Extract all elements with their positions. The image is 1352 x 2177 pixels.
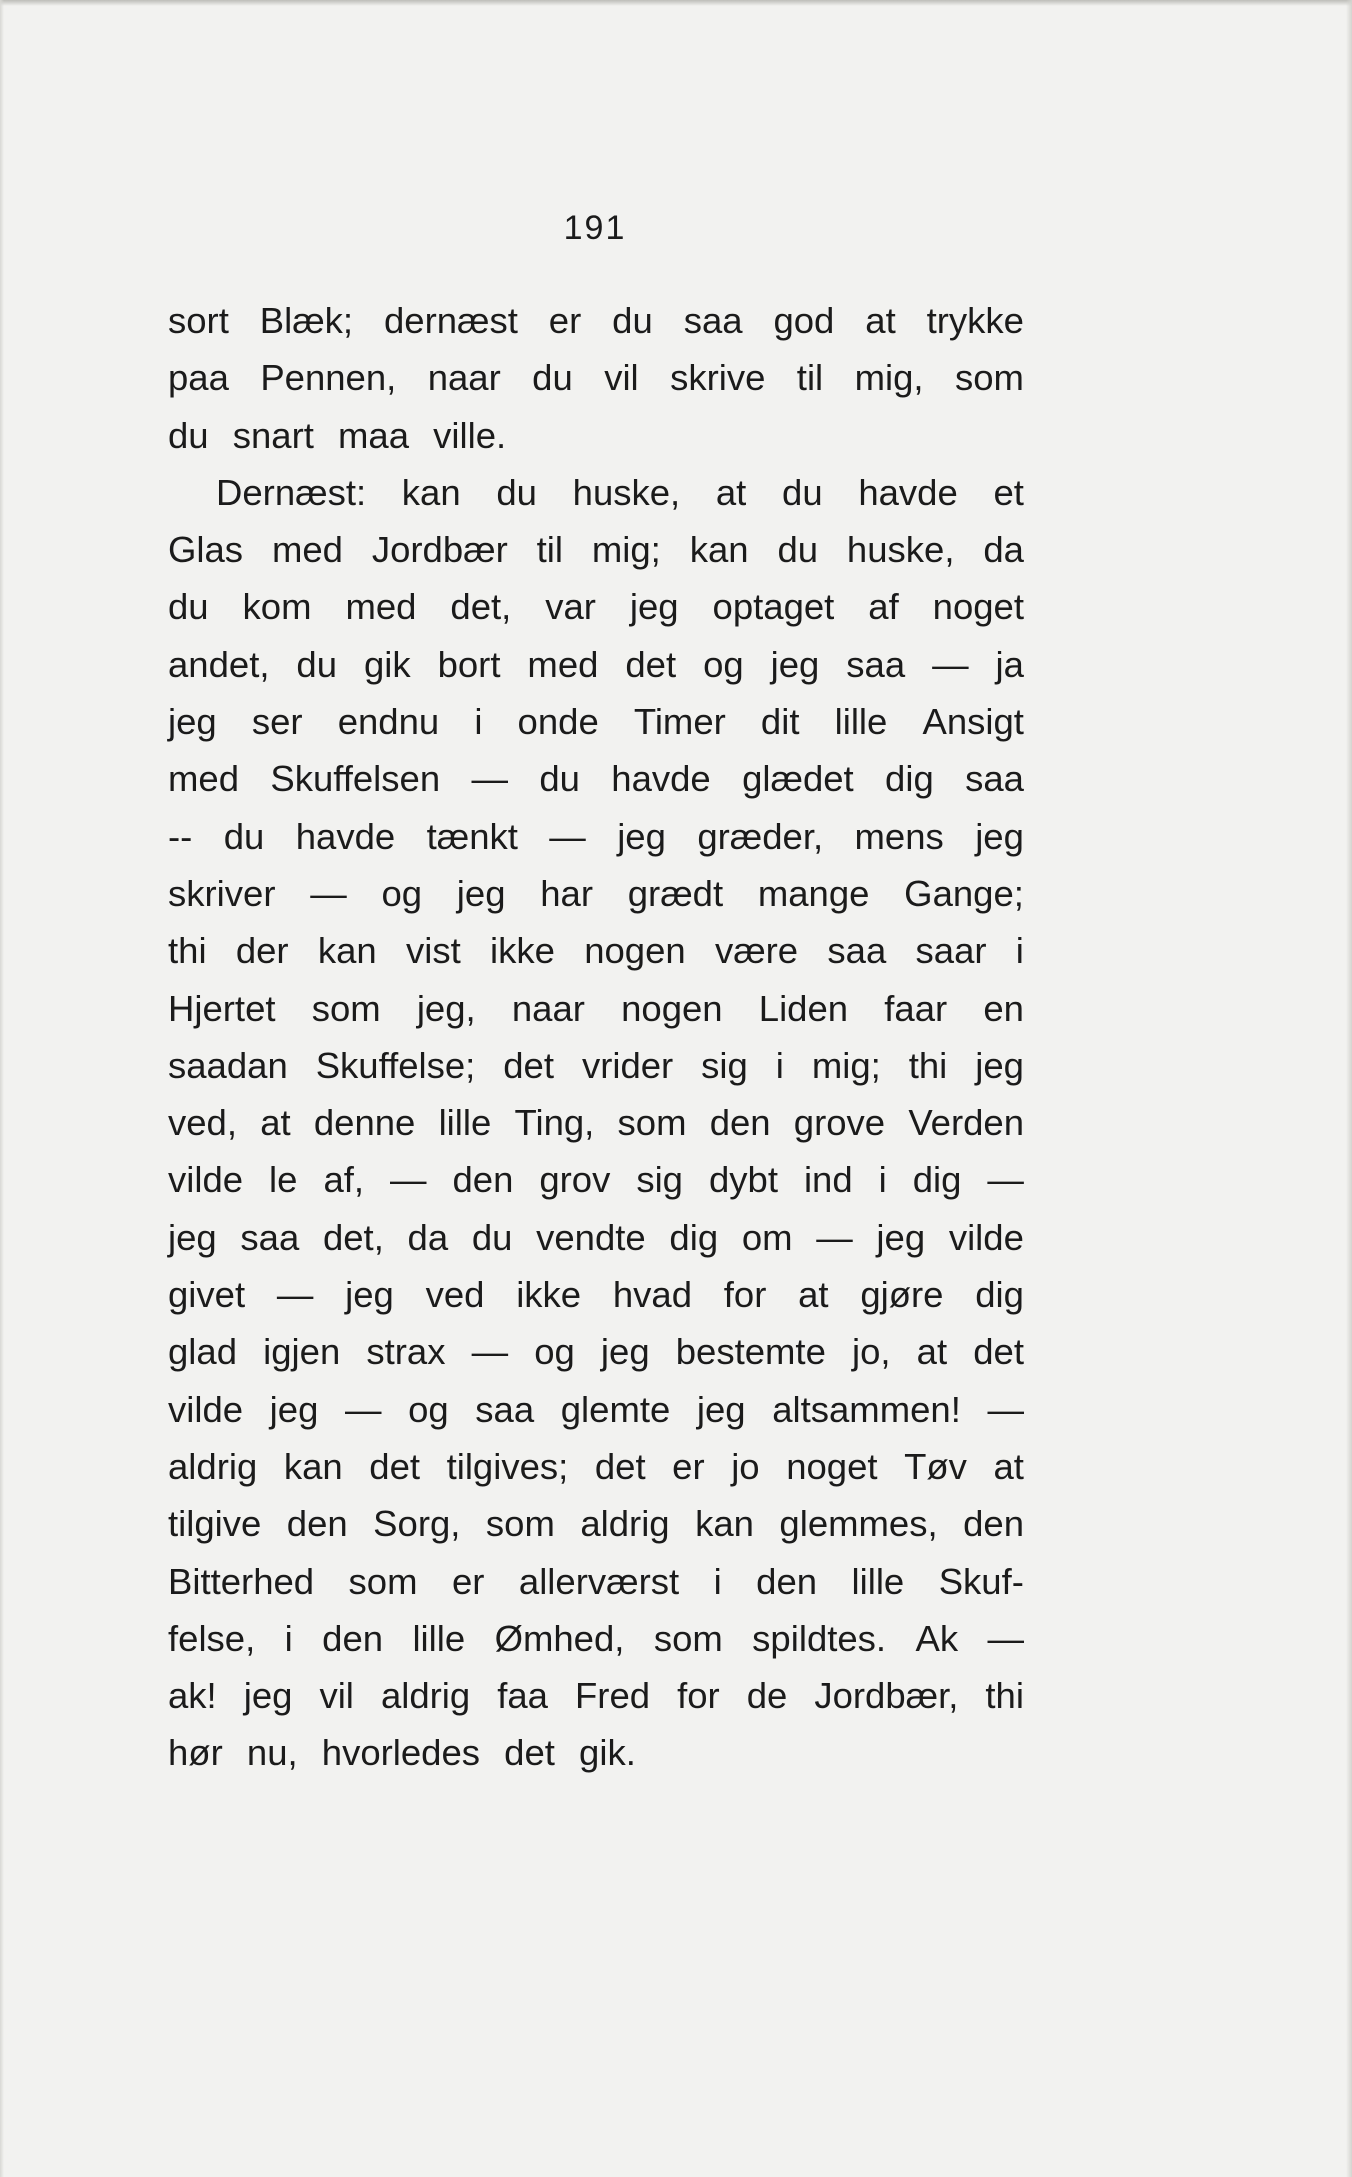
word: optaget (712, 586, 835, 628)
word: jeg (975, 1044, 1024, 1086)
word: jeg, (416, 987, 476, 1029)
page-top-edge (0, 0, 1352, 6)
word: Blæk; (259, 300, 354, 341)
word: — (816, 1216, 853, 1258)
word: du (612, 300, 653, 341)
word: i (713, 1560, 722, 1602)
word: vist (405, 930, 461, 972)
word: paa (168, 357, 229, 399)
word: kan (689, 529, 749, 571)
word: nogen (621, 987, 723, 1029)
word: er (451, 1560, 485, 1602)
word: i (878, 1159, 887, 1201)
word: du (532, 357, 573, 399)
word: jeg (168, 701, 217, 743)
word: sig (701, 1044, 748, 1086)
word: det (625, 643, 677, 685)
word: med (168, 758, 240, 800)
page-right-edge (1346, 0, 1352, 2177)
page-left-edge (0, 0, 4, 2177)
word: græder, (697, 815, 824, 857)
word: glædet (742, 758, 854, 800)
word: aldrig (168, 1445, 258, 1487)
word: Pennen, (260, 357, 397, 399)
word: og (408, 1388, 449, 1430)
word: -- (168, 815, 193, 857)
word: du (539, 758, 580, 800)
word: — (932, 643, 969, 685)
text-line (168, 693, 1024, 750)
word: i (284, 1617, 293, 1659)
word: i (775, 1044, 784, 1086)
word: skriver (168, 872, 276, 914)
word: som (653, 1617, 723, 1659)
word: saadan (168, 1044, 288, 1086)
word: havde (295, 815, 396, 857)
word: var (545, 586, 596, 628)
word: glad (168, 1331, 238, 1373)
text-line (168, 1151, 1024, 1208)
word: dig (669, 1216, 719, 1258)
word: du (471, 1216, 513, 1258)
word: den (756, 1560, 818, 1602)
text-line (168, 636, 1024, 693)
word: kan (317, 930, 377, 972)
word: med (345, 586, 417, 628)
word: jeg (770, 643, 820, 685)
word: du (782, 471, 823, 513)
word: god (773, 300, 835, 341)
word: faa (497, 1675, 548, 1717)
word: nogen (584, 930, 686, 972)
word: med (271, 529, 343, 571)
text-line (168, 1667, 1024, 1724)
word: Gange; (904, 872, 1024, 914)
word: jeg (696, 1388, 746, 1430)
word: og (381, 872, 423, 914)
word: at (715, 471, 747, 513)
word: — (471, 758, 508, 800)
text-line (168, 980, 1024, 1037)
word: for (677, 1675, 720, 1717)
word: jeg (269, 1388, 319, 1430)
word: — (987, 1388, 1024, 1430)
word: der (235, 930, 289, 972)
word: — (390, 1159, 427, 1201)
word: Ømhed, (494, 1617, 625, 1659)
word: tilgive (168, 1503, 262, 1545)
word: andet, (168, 643, 270, 685)
word: mens (854, 815, 944, 857)
word: Glas (168, 529, 244, 571)
word: jeg (617, 815, 666, 857)
word: lille (438, 1102, 492, 1144)
word: dit (760, 701, 800, 743)
word: thi (908, 1044, 948, 1086)
word: som (311, 987, 381, 1029)
word: vilde (168, 1388, 244, 1430)
word: ak! (168, 1675, 217, 1717)
word: naar (427, 357, 501, 399)
word: Jordbær (371, 529, 508, 571)
text-line (168, 1094, 1024, 1151)
text-line (168, 464, 1024, 521)
word: onde (517, 701, 599, 743)
word: Liden (758, 987, 849, 1029)
word: grov (539, 1159, 611, 1201)
word: kan (283, 1445, 343, 1487)
word: om (741, 1216, 793, 1258)
word: saa (846, 643, 906, 685)
word: havde (858, 471, 958, 513)
word: tilgives; (446, 1445, 569, 1487)
word: saa (827, 930, 887, 972)
word: den (709, 1102, 771, 1144)
word: Skuffelse; (315, 1044, 476, 1086)
word: mange (757, 872, 870, 914)
word: Jordbær, (814, 1675, 959, 1717)
word: Fred (575, 1675, 651, 1717)
word: ikke (516, 1274, 582, 1316)
word: vil (319, 1675, 354, 1717)
word: jeg (975, 815, 1024, 857)
word: til (796, 357, 824, 399)
word: Tøv (904, 1445, 967, 1487)
word: lille (412, 1617, 466, 1659)
word: for (723, 1274, 767, 1316)
text-line (168, 1266, 1024, 1323)
word: den (322, 1617, 384, 1659)
word: noget (786, 1445, 878, 1487)
word: det (503, 1044, 554, 1086)
word: et (993, 471, 1024, 513)
word: har (540, 872, 593, 914)
word: aldrig (580, 1503, 670, 1545)
word: det (973, 1331, 1024, 1373)
word: jeg (168, 1216, 217, 1258)
word: jeg (456, 872, 506, 914)
word: felse, (168, 1617, 256, 1659)
word: skrive (670, 357, 766, 399)
word: noget (932, 586, 1024, 628)
word: det (594, 1445, 646, 1487)
word: være (714, 930, 799, 972)
word: du (496, 471, 537, 513)
word: Bitterhed (168, 1560, 315, 1602)
word: ved (425, 1274, 485, 1316)
word: vilde (168, 1159, 244, 1201)
word: i (474, 701, 483, 743)
word: — (987, 1159, 1024, 1201)
word: saa (475, 1388, 535, 1430)
word: kan (401, 471, 461, 513)
word: ser (251, 701, 303, 743)
word: at (865, 300, 896, 341)
text-line (168, 1438, 1024, 1495)
word: dig (975, 1274, 1024, 1316)
word: du (223, 815, 265, 857)
word: den (286, 1503, 348, 1545)
word: at (916, 1331, 948, 1373)
word: og (534, 1331, 575, 1373)
word: denne (313, 1102, 416, 1144)
word: altsammen! (772, 1388, 961, 1430)
word: det (369, 1445, 421, 1487)
text-line (168, 808, 1024, 865)
word: strax (366, 1331, 446, 1373)
word: ved, (168, 1102, 237, 1144)
word: af (868, 586, 899, 628)
word: dig (885, 758, 934, 800)
word: at (260, 1102, 291, 1144)
word: dernæst (383, 300, 518, 341)
word: du (296, 643, 338, 685)
word: — (344, 1388, 382, 1430)
word: le (269, 1159, 298, 1201)
word: gjøre (860, 1274, 944, 1316)
word: — (310, 872, 347, 914)
word: huske, (846, 529, 955, 571)
word: at (993, 1445, 1024, 1487)
word: som (485, 1503, 555, 1545)
word: til (536, 529, 563, 571)
word: af, (323, 1159, 365, 1201)
word: lille (851, 1560, 905, 1602)
word: dybt (708, 1159, 778, 1201)
word: Skuf- (938, 1560, 1024, 1602)
word: glemte (560, 1388, 671, 1430)
word: jeg (876, 1216, 926, 1258)
text-line (168, 1037, 1024, 1094)
word: saar (915, 930, 987, 972)
word: saa (965, 758, 1024, 800)
word: kom (242, 586, 312, 628)
word: en (983, 987, 1024, 1029)
word: — (987, 1617, 1024, 1659)
word: og (703, 643, 744, 685)
text-line: du snart maa ville. (168, 414, 507, 456)
text-line (168, 1381, 1024, 1438)
word: dig (912, 1159, 962, 1201)
word: — (471, 1331, 509, 1373)
word: det, (322, 1216, 384, 1258)
word: som (954, 357, 1024, 399)
word: glemmes, (779, 1503, 938, 1545)
word: havde (611, 758, 711, 800)
word: Verden (908, 1102, 1024, 1144)
word: grove (793, 1102, 886, 1144)
word: ind (803, 1159, 853, 1201)
word: jeg (243, 1675, 293, 1717)
word: du (777, 529, 819, 571)
word: thi (168, 930, 207, 972)
word: jo, (851, 1331, 891, 1373)
word: vrider (581, 1044, 674, 1086)
text-line (168, 521, 1024, 578)
word: vil (604, 357, 639, 399)
word: givet (168, 1274, 246, 1316)
word: vilde (948, 1216, 1024, 1258)
word: jo (731, 1445, 760, 1487)
word: ja (995, 643, 1024, 685)
word: i (1015, 930, 1024, 972)
word: mig; (811, 1044, 881, 1086)
text-line (168, 349, 1024, 406)
word: tænkt (426, 815, 518, 857)
text-line (168, 865, 1024, 922)
word: Ting, (514, 1102, 595, 1144)
word: Dernæst: (216, 471, 367, 513)
word: endnu (337, 701, 440, 743)
word: de (746, 1675, 788, 1717)
word: Ak (915, 1617, 959, 1659)
word: Ansigt (922, 701, 1024, 743)
word: da (983, 529, 1024, 571)
word: som (617, 1102, 687, 1144)
word: grædt (627, 872, 724, 914)
word: igjen (263, 1331, 341, 1373)
page-number: 191 (563, 209, 627, 247)
text-line (168, 1553, 1024, 1610)
word: Skuffelsen (270, 758, 441, 800)
word: trykke (926, 300, 1024, 341)
text-line (168, 1323, 1024, 1380)
word: faar (884, 987, 948, 1029)
word: som (348, 1560, 418, 1602)
word: jeg (600, 1331, 650, 1373)
word: sort (168, 300, 229, 341)
word: er (672, 1445, 705, 1487)
word: den (963, 1503, 1024, 1545)
word: ikke (490, 930, 555, 972)
text-line (168, 1209, 1024, 1266)
word: kan (695, 1503, 754, 1545)
text-line (168, 750, 1024, 807)
word: jeg (629, 586, 679, 628)
word: Timer (633, 701, 726, 743)
word: hvad (612, 1274, 693, 1316)
word: gik (363, 643, 411, 685)
word: bestemte (675, 1331, 826, 1373)
text-line (168, 292, 1024, 349)
word: saa (683, 300, 743, 341)
word: det, (450, 586, 512, 628)
word: sig (636, 1159, 683, 1201)
word: allerværst (518, 1560, 680, 1602)
word: at (798, 1274, 829, 1316)
body-text (168, 292, 1024, 1782)
word: — (276, 1274, 314, 1316)
word: jeg (345, 1274, 394, 1316)
word: da (407, 1216, 449, 1258)
word: naar (511, 987, 585, 1029)
word: aldrig (380, 1675, 471, 1717)
text-line (168, 1495, 1024, 1552)
word: lille (834, 701, 888, 743)
word: med (527, 643, 599, 685)
word: Hjertet (168, 987, 276, 1029)
word: er (548, 300, 582, 341)
text-line (168, 1610, 1024, 1667)
word: mig; (591, 529, 661, 571)
word: saa (240, 1216, 300, 1258)
word: du (168, 586, 209, 628)
text-line (168, 922, 1024, 979)
word: Sorg, (373, 1503, 461, 1545)
word: vendte (536, 1216, 646, 1258)
word: huske, (572, 471, 681, 513)
word: mig, (854, 357, 924, 399)
word: — (549, 815, 586, 857)
text-line: hør nu, hvorledes det gik. (168, 1732, 636, 1774)
word: den (452, 1159, 514, 1201)
word: spildtes. (752, 1617, 887, 1659)
word: thi (985, 1675, 1024, 1717)
word: bort (437, 643, 501, 685)
text-line (168, 578, 1024, 635)
